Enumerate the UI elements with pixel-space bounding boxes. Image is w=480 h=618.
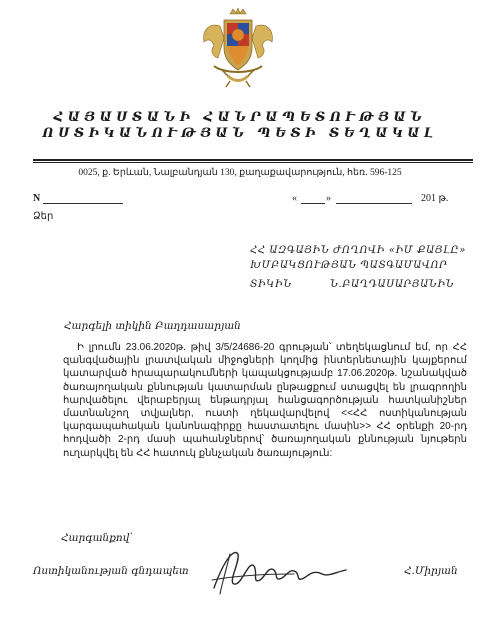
addressee-title: ՏԻԿԻՆ xyxy=(250,279,292,290)
header-address: 0025, ք. Երևան, Նալբանդյան 130, քաղաքավարություն, հեռ. 596-125 xyxy=(78,168,402,178)
header-rule-thin xyxy=(33,162,473,163)
signer-name: Հ.Միրյան xyxy=(404,565,458,577)
addressee-name: Ն.ԲԱՂԴԱՍԱՐՅԱՆԻՆ xyxy=(330,279,455,290)
document-number-blank xyxy=(43,203,123,204)
addressee-line2: ԽՄԲԱԿՑՈՒԹՅԱՆ ՊԱՏԳԱՄԱՎՈՐ xyxy=(250,260,448,271)
letter-closing: Հարգանքով՝ xyxy=(61,532,134,544)
document-number-label: N xyxy=(33,193,41,204)
date-quote-open: « xyxy=(292,193,297,204)
addressee-line1: ՀՀ ԱԶԳԱՅԻՆ ԺՈՂՈՎԻ «ԻՄ ՔԱՅԼԸ» xyxy=(250,245,466,256)
signer-title: Ոստիկանության գնդապետ xyxy=(33,565,189,577)
date-day-blank xyxy=(301,203,325,204)
date-year-suffix: 201 թ. xyxy=(421,193,449,204)
organization-name-line2: ՈՍՏԻԿԱՆՈՒԹՅԱՆ ՊԵՏԻ ՏԵՂԱԿԱԼ xyxy=(42,126,438,141)
coat-of-arms-icon xyxy=(200,8,276,88)
letter-body: Ի լրումն 23.06.2020թ. թիվ 3/5/24686-20 գրության՝ տեղեկացնում եմ, որ ՀՀ զանգվածային լրատվական միջոցների կողմից ինտերնետային կայքերում կատարված հրապարակումների կապակցությամբ 17.06.2020թ. նշանակված ծառայողական քննության կատարման ընթացքում ստացվել են լրագրողին հարվածելու վերաբերյալ ենթադրյալ հանցագործության հատկանիշներ մատնանշող տվյալներ, ուստի ղեկավարվելով <<ՀՀ ոստիկանության կարգապահական կանոնագիրքը հաստատելու մասին>> ՀՀ օրենքի 20-րդ հոդվածի 2-րդ մասի պահանջներով՝ ծառայողական քննության նյութերն ուղարկվել են ՀՀ հատուկ քննչական ծառայություն: xyxy=(63,342,467,459)
date-month-blank xyxy=(336,203,412,204)
header-rule-thick xyxy=(33,159,473,161)
letter-greeting: Հարգելի տիկին Բաղդասարյան xyxy=(64,320,241,332)
organization-name-line1: ՀԱՅԱՍՏԱՆԻ ՀԱՆՐԱՊԵՏՈՒԹՅԱՆ xyxy=(53,110,427,125)
date-quote-close: » xyxy=(326,193,331,204)
reference-label: Ձեր xyxy=(33,211,54,222)
handwritten-signature xyxy=(204,540,354,600)
